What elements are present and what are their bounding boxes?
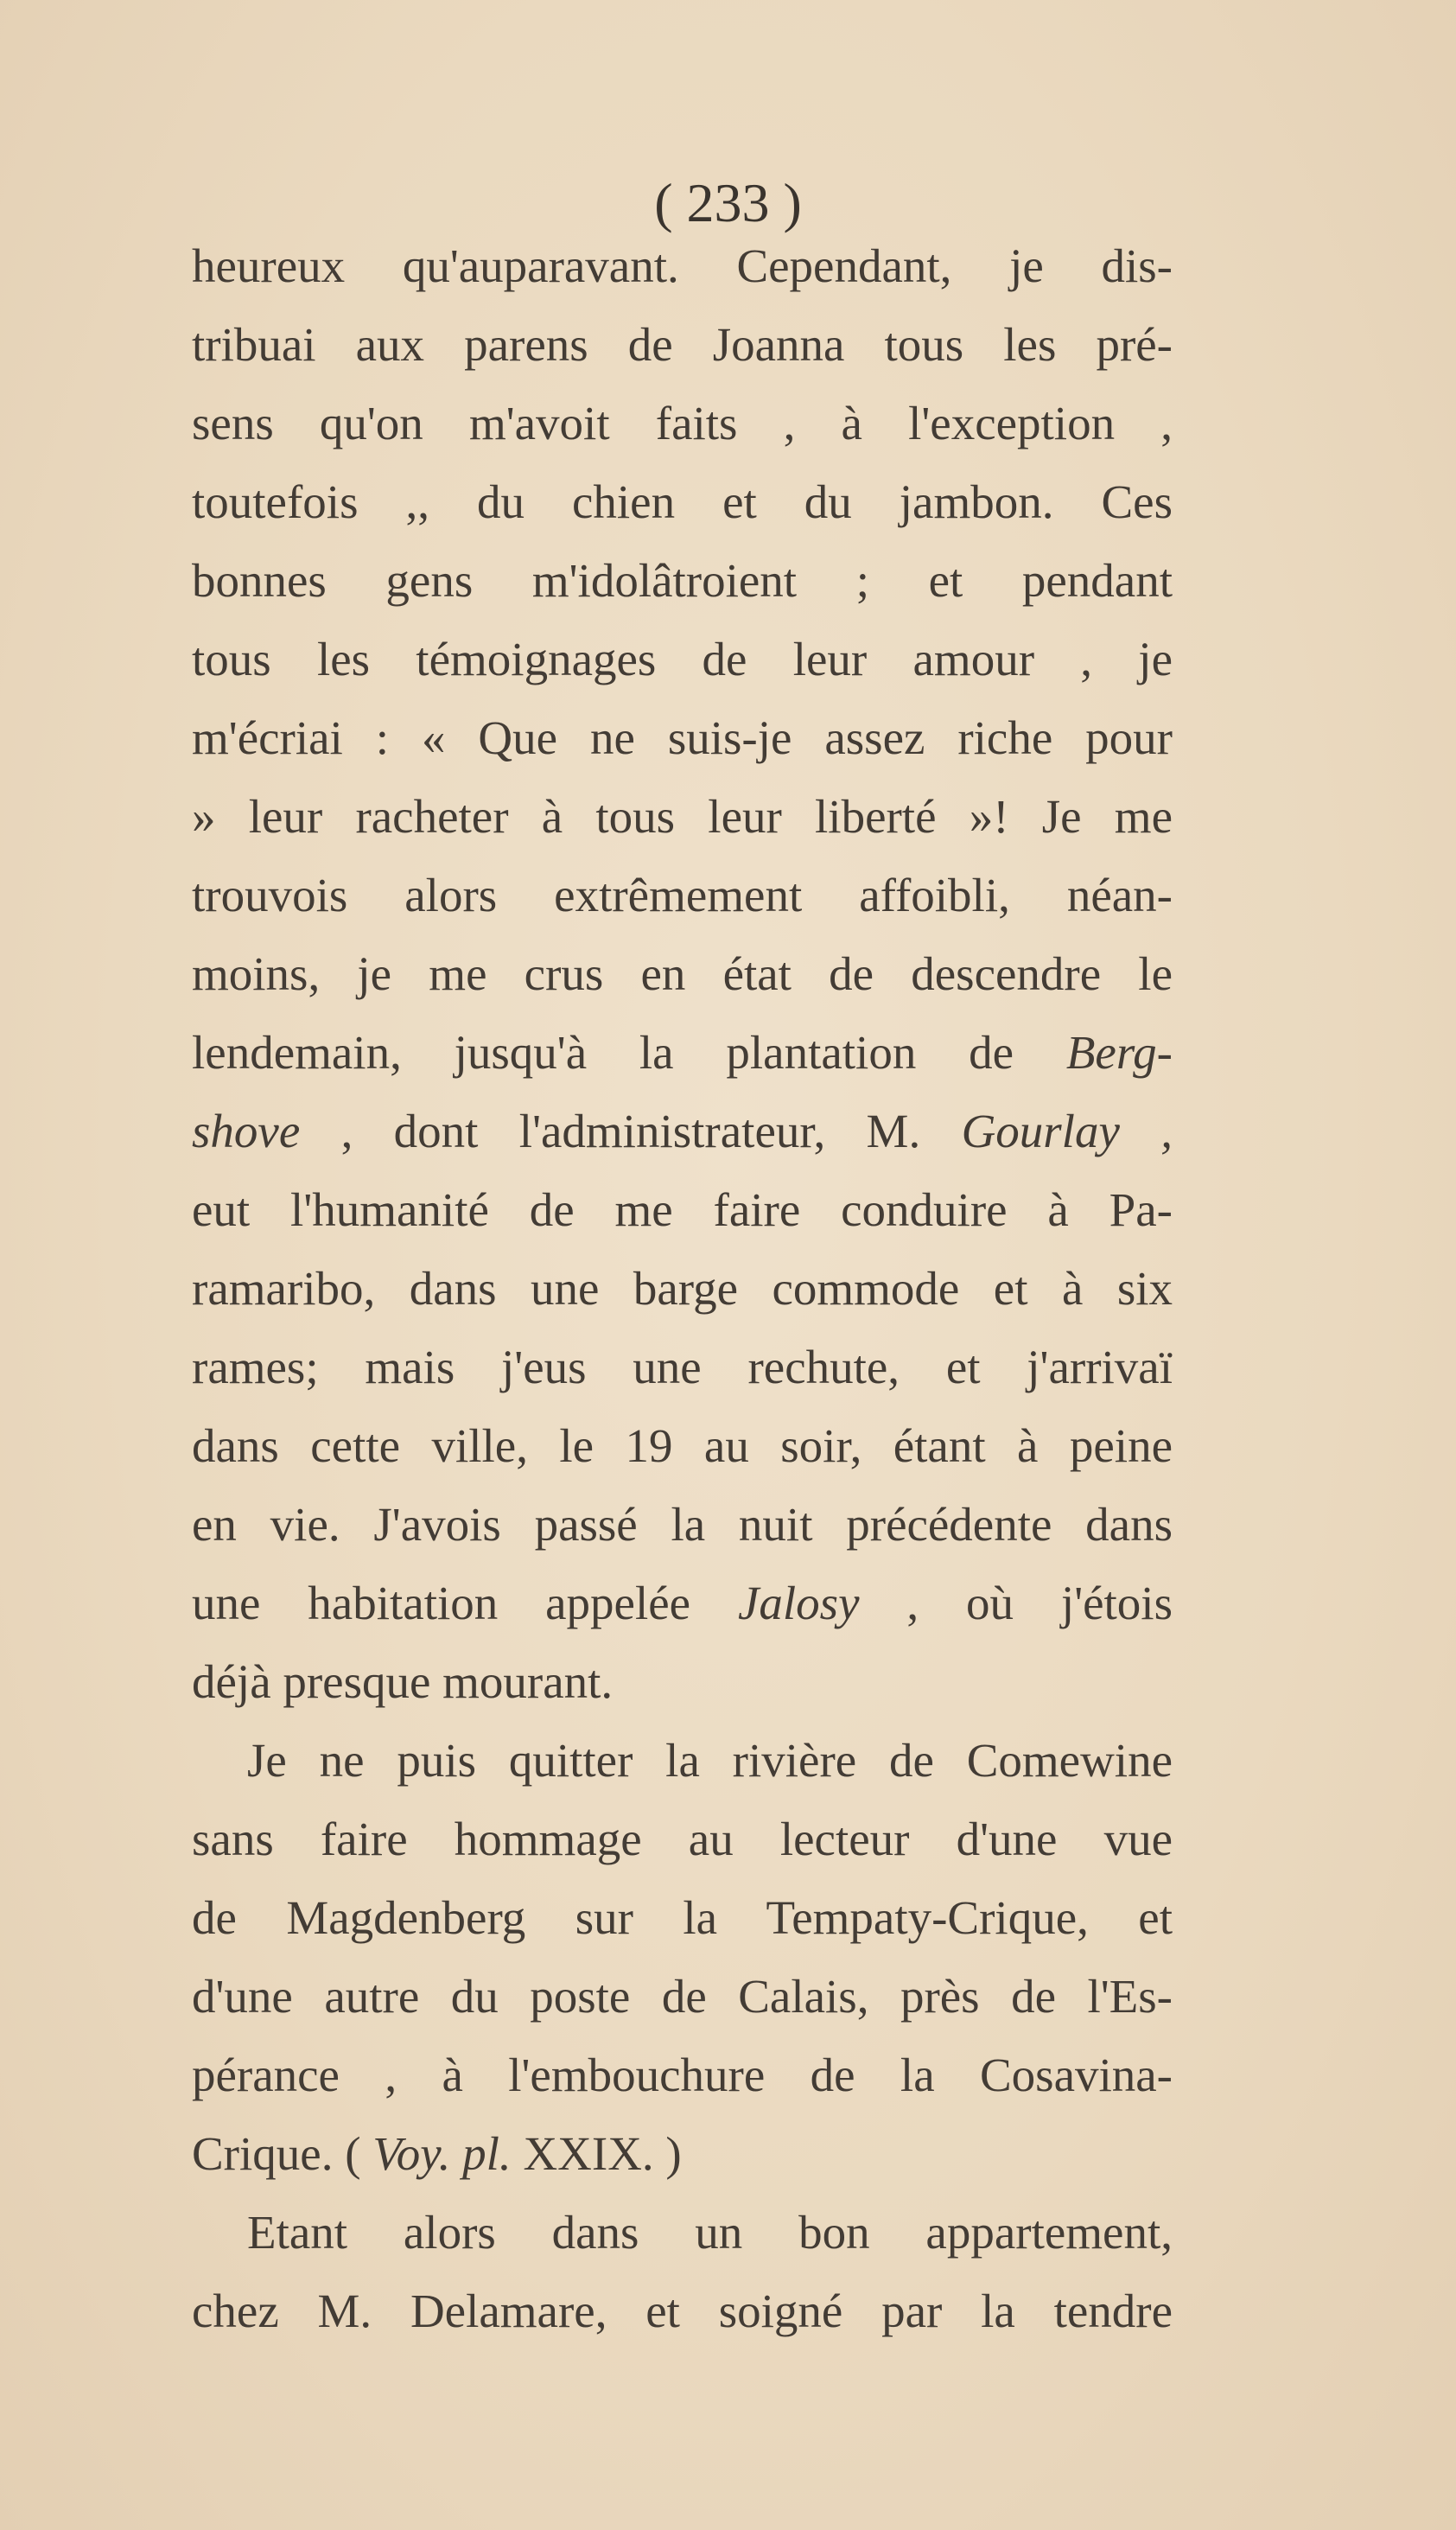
text-line	[192, 1013, 1173, 1092]
text-line	[192, 1092, 1173, 1170]
text-line: trouvois alors extrêmement affoibli, néan-	[192, 869, 1173, 921]
text-line: sans faire hommage au lecteur d'une vue	[192, 1813, 1173, 1865]
text-line: d'une autre du poste de Calais, près de l'Es-	[192, 1970, 1173, 2023]
text-line	[192, 1564, 1173, 1642]
text-line: Je ne puis quitter la rivière de Comewine	[247, 1734, 1173, 1787]
text-line: de Magdenberg sur la Tempaty-Crique, et	[192, 1891, 1173, 1944]
text-segment: lendemain, jusqu'à la plantation de	[192, 1026, 1066, 1079]
text-line: bonnes gens m'idolâtroient ; et pendant	[192, 554, 1173, 607]
page-number: ( 233 )	[654, 172, 802, 233]
text-line	[192, 2114, 1173, 2193]
text-line: en vie. J'avois passé la nuit précédente dans	[192, 1498, 1173, 1551]
text-line: pérance , à l'embouchure de la Cosavina-	[192, 2049, 1173, 2101]
text-line: tous les témoignages de leur amour , je	[192, 633, 1173, 685]
italic-segment: shove	[192, 1105, 301, 1157]
text-segment: XXIX. )	[511, 2127, 682, 2180]
text-segment: Crique. (	[192, 2127, 373, 2180]
italic-segment: Berg-	[1065, 1026, 1173, 1079]
text-line: Etant alors dans un bon appartement,	[247, 2206, 1173, 2259]
text-segment: une habitation appelée	[192, 1577, 738, 1629]
italic-segment: Voy. pl.	[372, 2127, 512, 2180]
text-line: m'écriai : « Que ne suis-je assez riche pour	[192, 711, 1173, 764]
text-line: heureux qu'auparavant. Cependant, je dis-	[192, 239, 1173, 292]
text-line: rames; mais j'eus une rechute, et j'arrivaï	[192, 1341, 1173, 1393]
text-line: dans cette ville, le 19 au soir, étant à peine	[192, 1419, 1173, 1472]
text-segment: , dont l'administrateur, M.	[300, 1105, 962, 1157]
text-line: toutefois ,, du chien et du jambon. Ces	[192, 475, 1173, 528]
text-line: déjà presque mourant.	[192, 1655, 614, 1708]
italic-segment: Gourlay ,	[961, 1105, 1173, 1157]
text-line: chez M. Delamare, et soigné par la tendre	[192, 2285, 1173, 2337]
text-line: tribuai aux parens de Joanna tous les pré-	[192, 318, 1173, 371]
text-line: sens qu'on m'avoit faits , à l'exception ,	[192, 397, 1173, 449]
text-segment: , où j'étois	[859, 1577, 1173, 1629]
body-text	[192, 226, 1173, 2350]
text-line: moins, je me crus en état de descendre le	[192, 947, 1173, 1000]
text-line: » leur racheter à tous leur liberté »! Je me	[192, 790, 1173, 843]
italic-segment: Jalosy	[737, 1577, 860, 1629]
text-line: eut l'humanité de me faire conduire à Pa-	[192, 1183, 1173, 1236]
text-line: ramaribo, dans une barge commode et à six	[192, 1262, 1173, 1315]
